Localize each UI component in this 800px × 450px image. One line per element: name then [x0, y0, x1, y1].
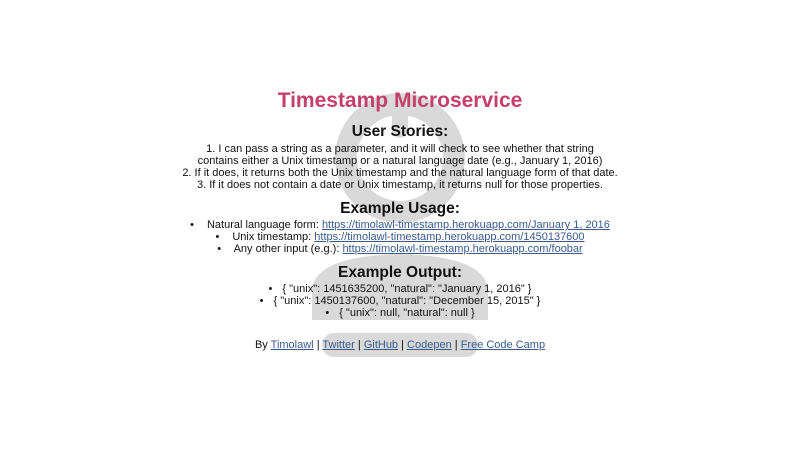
output-item: • { "unix": null, "natural": null } — [0, 307, 800, 319]
user-story-line: 2. If it does, it returns both the Unix timestamp and the natural language form of that date. — [182, 167, 618, 179]
usage-item — [0, 243, 800, 255]
usage-label: Any other input (e.g.): — [233, 243, 343, 255]
footer-link-freecodecamp[interactable]: Free Code Camp — [460, 339, 546, 351]
footer-link-github[interactable]: GitHub — [363, 339, 399, 351]
example-usage-heading: Example Usage: — [340, 200, 460, 217]
footer-separator: | — [398, 339, 408, 351]
page-title: Timestamp Microservice — [277, 89, 523, 112]
usage-item — [0, 219, 800, 231]
usage-label: Unix timestamp: — [232, 231, 315, 243]
example-output-heading: Example Output: — [337, 264, 462, 281]
footer — [0, 339, 800, 351]
usage-label: Natural language form: — [206, 219, 322, 231]
output-item: • { "unix": 1450137600, "natural": "December 15, 2015" } — [0, 295, 800, 307]
output-item: • { "unix": 1451635200, "natural": "January 1, 2016" } — [0, 283, 800, 295]
usage-item — [0, 231, 800, 243]
user-story-line: contains either a Unix timestamp or a natural language date (e.g., January 1, 2016) — [197, 155, 603, 167]
usage-link-unix[interactable]: https://timolawl-timestamp.herokuapp.com/1450137600 — [314, 231, 585, 243]
footer-separator: | — [313, 339, 323, 351]
footer-link-twitter[interactable]: Twitter — [322, 339, 355, 351]
footer-separator: | — [451, 339, 461, 351]
user-stories-heading: User Stories: — [351, 123, 449, 140]
user-story-line: 3. If it does not contain a date or Unix timestamp, it returns null for those properties. — [197, 179, 603, 191]
user-story-line: 1. I can pass a string as a parameter, and it will check to see whether that string — [206, 143, 594, 155]
footer-link-codepen[interactable]: Codepen — [407, 339, 452, 351]
footer-prefix: By — [254, 339, 271, 351]
usage-link-natural[interactable]: https://timolawl-timestamp.herokuapp.com/January 1, 2016 — [321, 219, 610, 231]
footer-link-timolawl[interactable]: Timolawl — [270, 339, 314, 351]
usage-link-other[interactable]: https://timolawl-timestamp.herokuapp.com/foobar — [342, 243, 583, 255]
footer-separator: | — [354, 339, 364, 351]
